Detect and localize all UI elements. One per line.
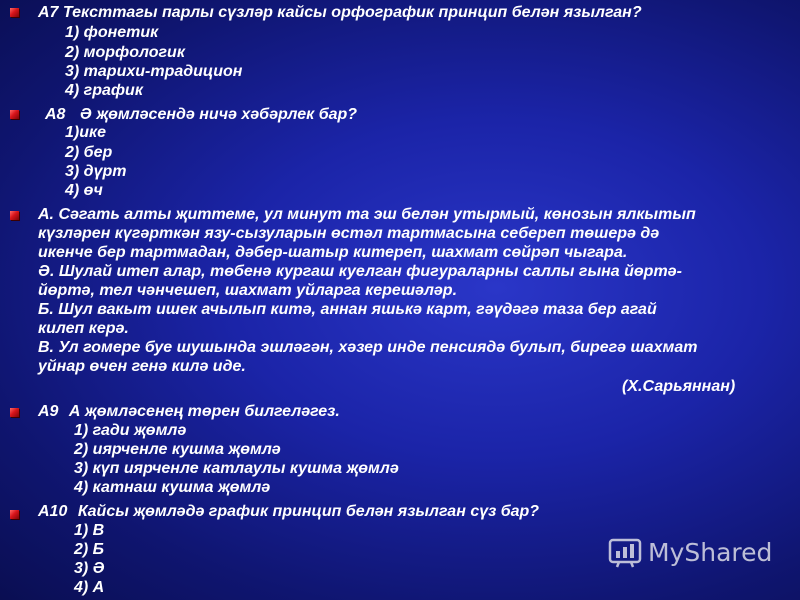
question-text: Ә җөмләсендә ничә хәбәрлек бар? — [79, 106, 358, 123]
passage-line: күзләрен күгәрткән язу-сызуларын өстәл тартмасына себереп төшерә дә — [38, 225, 660, 242]
passage-line: В. Ул гомере буе шушында эшләгән, хәзер инде пенсиядә булып, бирегә шахмат — [38, 339, 698, 356]
bullet-icon — [10, 8, 19, 17]
option-item: 2) иярченле кушма җөмлә — [74, 441, 281, 458]
passage-line: А. Сәгать алты җиттеме, ул минут та эш белән утырмый, көнозын ялкытып — [38, 206, 696, 223]
question-a7 — [0, 0, 800, 100]
question-a8 — [0, 102, 800, 202]
option-item: 2) морфологик — [65, 44, 185, 61]
question-text: А җөмләсенең төрен билгеләгез. — [68, 403, 340, 420]
bullet-icon — [10, 211, 19, 220]
bullet-icon — [10, 510, 19, 519]
option-item: 3) тарихи-традицион — [65, 63, 243, 80]
option-item: 2) Б — [74, 541, 104, 558]
passage-line: Ә. Шулай итеп алар, төбенә кургаш куелган фигураларны саллы гына йөртә- — [38, 263, 682, 280]
question-label: А7 — [38, 4, 59, 21]
question-a7-line — [38, 3, 642, 22]
question-label: А9 — [38, 403, 59, 420]
option-item: 1) В — [74, 522, 105, 539]
option-item: 1) фонетик — [65, 24, 159, 41]
option-item: 4) график — [65, 82, 143, 99]
question-text: Кайсы җөмләдә график принцип белән язылган сүз бар? — [77, 503, 540, 520]
passage-line: Б. Шул вакыт ишек ачылып китә, аннан яшькә карт, гәүдәгә таза бер агай — [38, 301, 657, 318]
question-a8-line — [45, 105, 357, 124]
option-item: 3) күп иярченле катлаулы кушма җөмлә — [74, 460, 399, 477]
option-item: 4) өч — [65, 182, 103, 199]
passage-line: уйнар өчен генә килә иде. — [38, 358, 246, 375]
passage-line: икенче бер тартмадан, дәбер-шатыр китереп, шахмат сөйрәп чыгара. — [38, 244, 628, 261]
question-a9 — [0, 400, 800, 500]
question-text: Тексттагы парлы сүзләр кайсы орфографик принцип белән язылган? — [62, 4, 642, 21]
option-item: 4) катнаш кушма җөмлә — [74, 479, 271, 496]
passage-line: килеп керә. — [38, 320, 129, 337]
option-item: 3) Ә — [74, 560, 105, 577]
question-a9-line — [38, 402, 340, 421]
passage-author: (Х.Сарьяннан) — [622, 378, 736, 395]
option-item: 2) бер — [65, 144, 113, 161]
option-item: 3) дүрт — [65, 163, 127, 180]
option-item: 1) гади җөмлә — [74, 422, 187, 439]
question-label: А10 — [38, 503, 68, 520]
question-a10-line — [38, 502, 539, 521]
bullet-icon — [10, 408, 19, 417]
question-label: А8 — [45, 106, 66, 123]
myshared-logo-icon — [608, 535, 642, 569]
text-passage — [0, 203, 800, 401]
passage-line: йөртә, тел чәнчешеп, шахмат уйларга керешәләр. — [38, 282, 458, 299]
bullet-icon — [10, 110, 19, 119]
option-item: 1)ике — [65, 124, 107, 141]
option-item: 4) А — [74, 579, 105, 596]
watermark-text: MyShared — [648, 537, 773, 567]
myshared-watermark — [608, 535, 772, 569]
